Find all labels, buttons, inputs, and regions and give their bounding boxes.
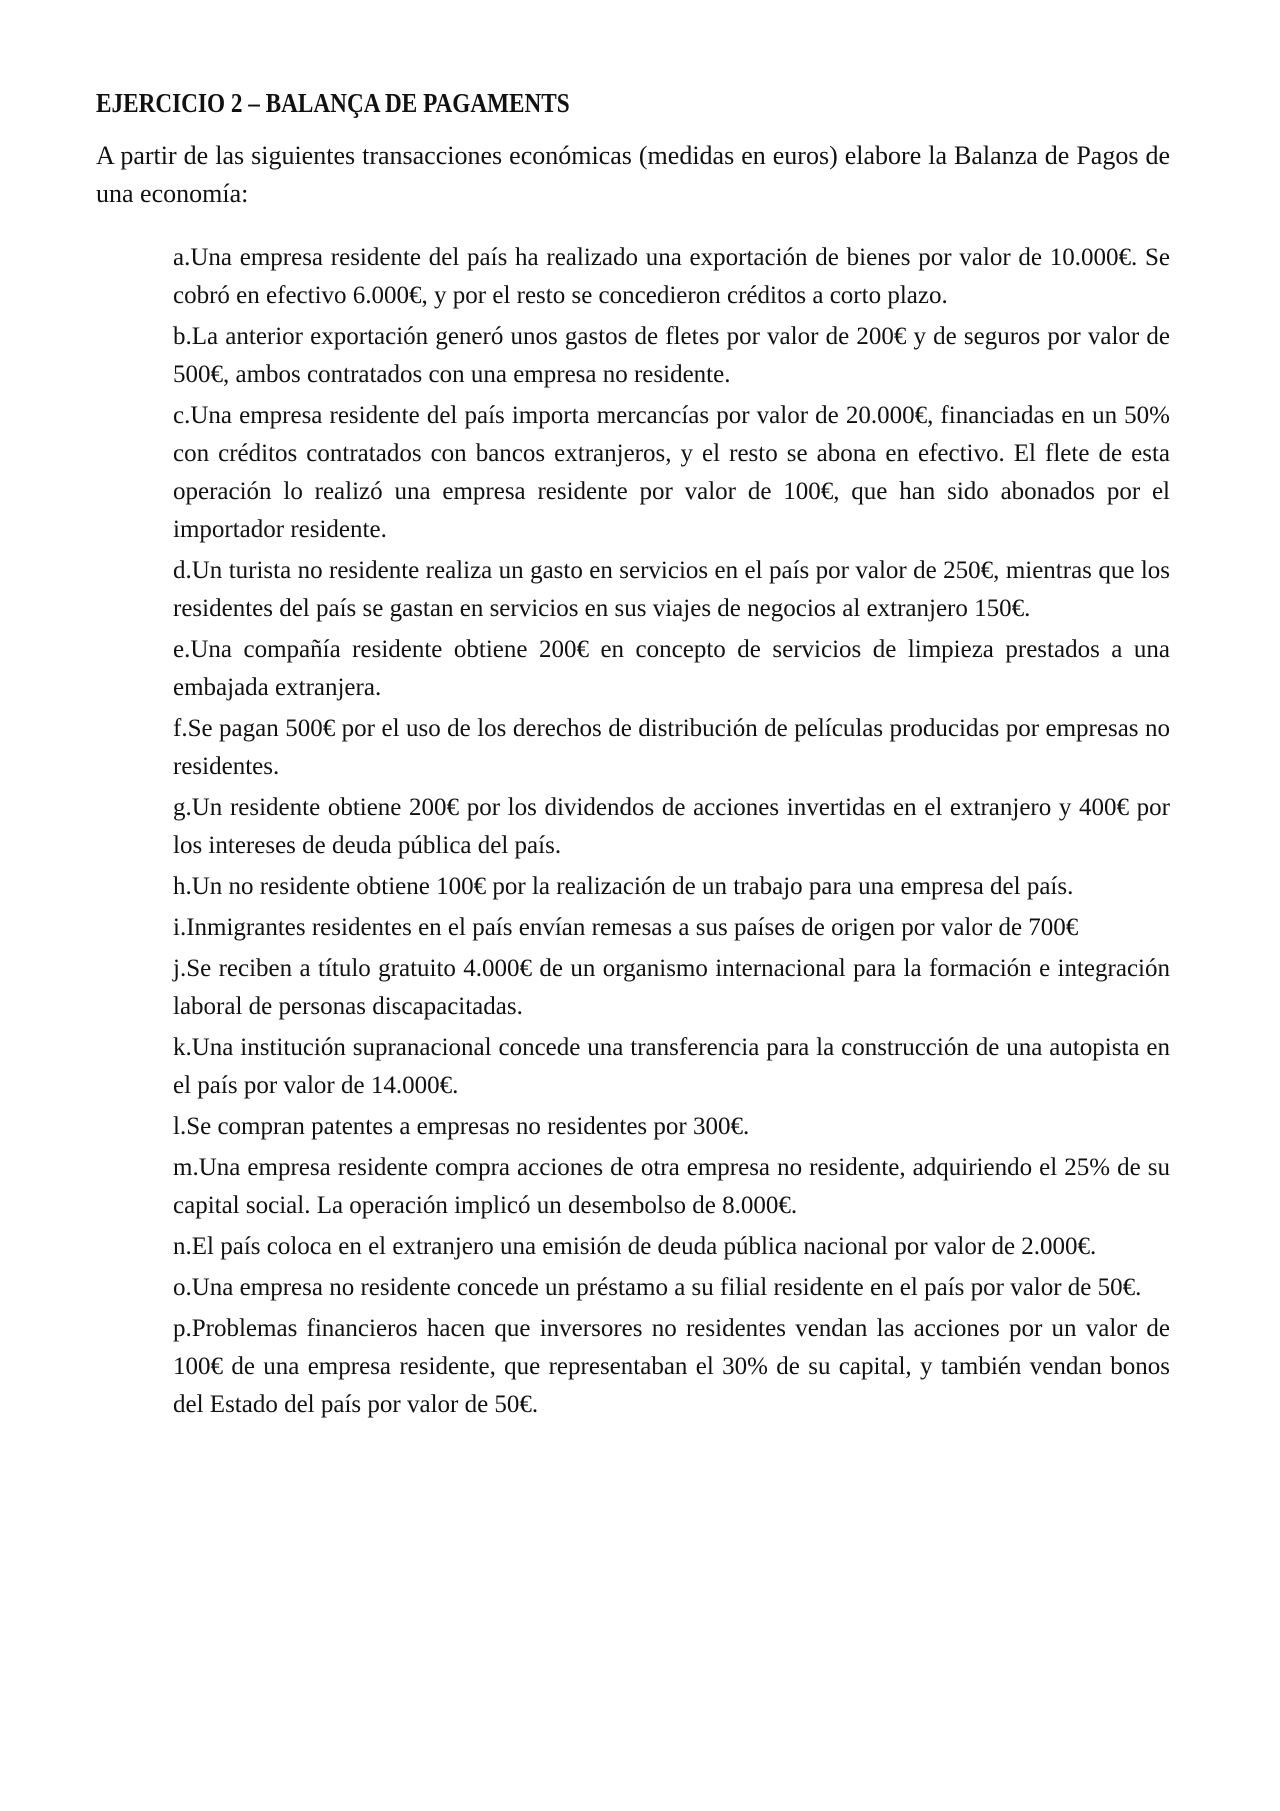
- transaction-item-p: p.Problemas financieros hacen que inversores no residentes vendan las acciones por un valor de 100€ de una empresa residente, que representaban el 30% de su capital, y también vendan bonos del Estado del país por valor de 50€.: [173, 1315, 1170, 1418]
- transaction-item-k: k.Una institución supranacional concede una transferencia para la construcción de una autopista en el país por valor de 14.000€.: [173, 1034, 1170, 1099]
- transaction-item-i: i.Inmigrantes residentes en el país envían remesas a sus países de origen por valor de 700€: [173, 914, 1079, 941]
- transaction-item-l: l.Se compran patentes a empresas no residentes por 300€.: [173, 1113, 750, 1140]
- transaction-item-a: a.Una empresa residente del país ha realizado una exportación de bienes por valor de 10.000€. Se cobró en efectivo 6.000€, y por el resto se concedieron créditos a corto plazo.: [173, 244, 1170, 309]
- transaction-item-m: m.Una empresa residente compra acciones de otra empresa no residente, adquiriendo el 25% de su capital social. La operación implicó un desembolso de 8.000€.: [173, 1154, 1170, 1219]
- transaction-item-n: n.El país coloca en el extranjero una emisión de deuda pública nacional por valor de 2.000€.: [173, 1233, 1097, 1260]
- transaction-item-h: h.Un no residente obtiene 100€ por la realización de un trabajo para una empresa del país.: [173, 873, 1074, 900]
- transaction-item-c: c.Una empresa residente del país importa mercancías por valor de 20.000€, financiadas en un 50% con créditos contratados con bancos extranjeros, y el resto se abona en efectivo. El flete de esta operación lo realizó una empresa residente por valor de 100€, que han sido abonados por el importador residente.: [173, 402, 1170, 543]
- transaction-item-b: b.La anterior exportación generó unos gastos de fletes por valor de 200€ y de seguros por valor de 500€, ambos contratados con una empresa no residente.: [173, 323, 1170, 388]
- document-title: EJERCICIO 2 – BALANÇA DE PAGAMENTS: [96, 88, 570, 118]
- transaction-item-g: g.Un residente obtiene 200€ por los dividendos de acciones invertidas en el extranjero y 400€ por los intereses de deuda pública del país.: [173, 794, 1170, 859]
- transaction-item-f: f.Se pagan 500€ por el uso de los derechos de distribución de películas producidas por empresas no residentes.: [173, 715, 1170, 780]
- transaction-item-d: d.Un turista no residente realiza un gasto en servicios en el país por valor de 250€, mientras que los residentes del país se gastan en servicios en sus viajes de negocios al extranjero 150€.: [173, 557, 1170, 622]
- intro-paragraph: A partir de las siguientes transacciones económicas (medidas en euros) elabore la Balanza de Pagos de una economía:: [96, 141, 1170, 208]
- transaction-item-j: j.Se reciben a título gratuito 4.000€ de un organismo internacional para la formación e integración laboral de personas discapacitadas.: [173, 955, 1170, 1020]
- transaction-list: [173, 239, 1170, 1424]
- transaction-item-o: o.Una empresa no residente concede un préstamo a su filial residente en el país por valor de 50€.: [173, 1274, 1142, 1301]
- transaction-item-e: e.Una compañía residente obtiene 200€ en concepto de servicios de limpieza prestados a una embajada extranjera.: [173, 636, 1170, 701]
